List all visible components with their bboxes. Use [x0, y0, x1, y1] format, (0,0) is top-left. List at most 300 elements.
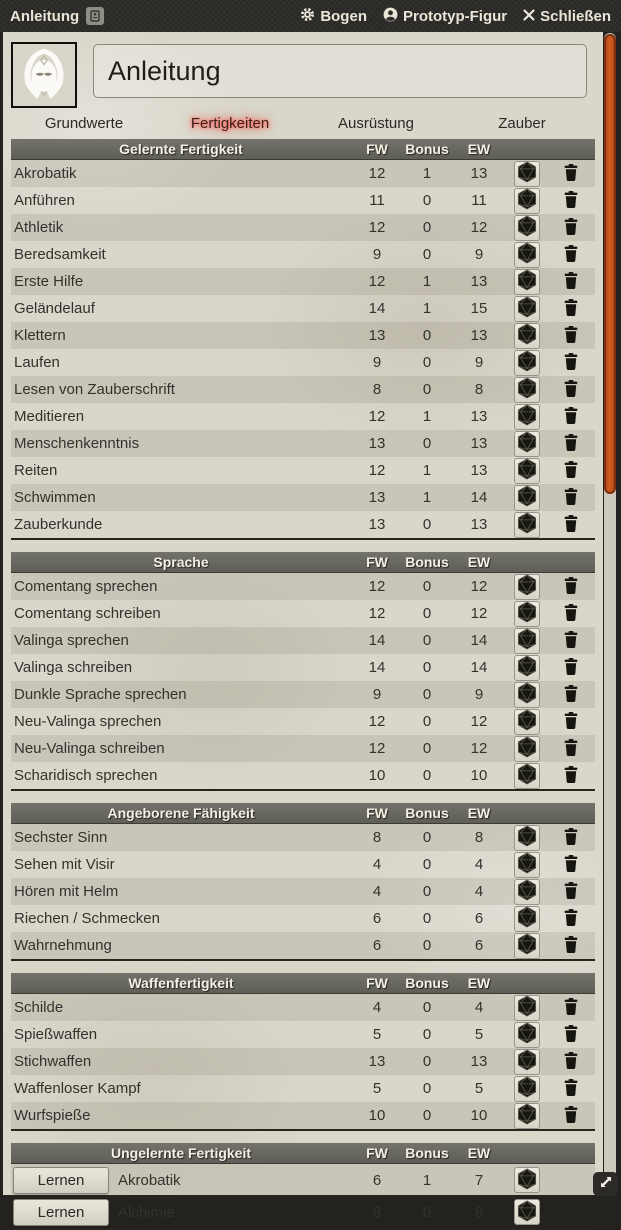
roll-die-button[interactable] — [514, 628, 540, 654]
delete-skill-button[interactable] — [564, 1079, 578, 1099]
skill-bonus: 0 — [422, 381, 432, 398]
d20-die-icon — [516, 763, 538, 788]
skill-ew: 5 — [474, 1026, 484, 1043]
d20-die-icon — [516, 825, 538, 850]
tab-fertigkeiten[interactable]: Fertigkeiten — [190, 115, 270, 132]
scrollbar-track[interactable] — [604, 33, 616, 1194]
skill-fw: 13 — [368, 1053, 386, 1070]
delete-skill-button[interactable] — [564, 245, 578, 265]
skill-section — [11, 1143, 595, 1230]
trash-icon — [564, 1025, 578, 1045]
roll-die-button[interactable] — [514, 736, 540, 762]
trash-icon — [564, 191, 578, 211]
skill-ew: 7 — [474, 1171, 484, 1189]
skill-row — [11, 878, 595, 905]
skill-fw: 12 — [368, 713, 386, 730]
d20-die-icon — [516, 269, 538, 294]
skill-ew: 12 — [470, 740, 488, 757]
delete-skill-button[interactable] — [564, 164, 578, 184]
d20-die-icon — [516, 458, 538, 483]
delete-skill-button[interactable] — [564, 515, 578, 535]
skill-row — [11, 1048, 595, 1075]
skill-fw: 12 — [368, 578, 386, 595]
roll-die-button[interactable] — [514, 269, 540, 295]
trash-icon — [564, 998, 578, 1018]
skill-fw: 10 — [368, 767, 386, 784]
skill-section — [11, 139, 595, 540]
skill-bonus: 0 — [422, 435, 432, 452]
d20-die-icon — [516, 350, 538, 375]
d20-die-icon — [516, 736, 538, 761]
skill-name: Beredsamkeit — [14, 246, 106, 263]
delete-skill-button[interactable] — [564, 631, 578, 651]
section-rows — [11, 994, 595, 1129]
d20-die-icon — [516, 404, 538, 429]
trash-icon — [564, 353, 578, 373]
skill-bonus: 0 — [422, 578, 432, 595]
col-fw: FW — [366, 1145, 388, 1161]
trash-icon — [564, 828, 578, 848]
roll-die-button[interactable] — [514, 709, 540, 735]
skill-row — [11, 457, 595, 484]
delete-skill-button[interactable] — [564, 1025, 578, 1045]
d20-die-icon — [516, 879, 538, 904]
skill-ew: 13 — [470, 273, 488, 290]
delete-skill-button[interactable] — [564, 685, 578, 705]
skill-ew: 13 — [470, 1053, 488, 1070]
skill-row — [11, 214, 595, 241]
skill-name: Stichwaffen — [14, 1053, 92, 1070]
skill-ew: 4 — [474, 883, 484, 900]
roll-die-button[interactable] — [514, 242, 540, 268]
skill-name: Schwimmen — [14, 489, 96, 506]
roll-die-button[interactable] — [514, 906, 540, 932]
trash-icon — [564, 577, 578, 597]
hooded-figure-icon — [16, 45, 72, 106]
delete-skill-button[interactable] — [564, 299, 578, 319]
roll-die-button[interactable] — [514, 404, 540, 430]
section-title: Ungelernte Fertigkeit — [110, 1145, 252, 1161]
skill-bonus: 1 — [422, 489, 432, 506]
roll-die-button[interactable] — [514, 601, 540, 627]
skill-row — [11, 187, 595, 214]
roll-die-button[interactable] — [514, 215, 540, 241]
skill-ew: 4 — [474, 999, 484, 1016]
skill-name: Comentang sprechen — [14, 578, 158, 595]
skill-row — [11, 994, 595, 1021]
trash-icon — [564, 604, 578, 624]
skill-row — [11, 627, 595, 654]
delete-skill-button[interactable] — [564, 272, 578, 292]
skill-bonus: 0 — [422, 713, 432, 730]
skill-fw: 12 — [368, 740, 386, 757]
delete-skill-button[interactable] — [564, 766, 578, 786]
skill-name: Klettern — [14, 327, 66, 344]
skill-fw: 6 — [372, 1171, 382, 1189]
d20-die-icon — [516, 1049, 538, 1074]
roll-die-button[interactable] — [514, 879, 540, 905]
roll-die-button[interactable] — [514, 161, 540, 187]
skill-bonus: 0 — [422, 999, 432, 1016]
d20-die-icon — [516, 709, 538, 734]
skill-bonus: 0 — [422, 829, 432, 846]
skill-ew: 13 — [470, 516, 488, 533]
trash-icon — [564, 739, 578, 759]
roll-die-button[interactable] — [514, 1049, 540, 1075]
trash-icon — [564, 245, 578, 265]
skill-name: Menschenkenntnis — [14, 435, 140, 452]
roll-die-button[interactable] — [514, 1022, 540, 1048]
skill-name: Dunkle Sprache sprechen — [14, 686, 187, 703]
skill-row — [11, 932, 595, 959]
skill-fw: 14 — [368, 632, 386, 649]
skill-row — [11, 349, 595, 376]
tab-ausruestung[interactable]: Ausrüstung — [338, 115, 414, 132]
skill-row — [11, 1021, 595, 1048]
skill-name: Lesen von Zauberschrift — [14, 381, 175, 398]
skill-name: Wurfspieße — [14, 1107, 91, 1124]
d20-die-icon — [516, 574, 538, 599]
skill-name: Reiten — [14, 462, 58, 479]
character-sheet — [3, 32, 603, 1221]
tab-zauber[interactable]: Zauber — [498, 115, 546, 132]
skill-bonus: 0 — [422, 632, 432, 649]
skill-bonus: 0 — [422, 246, 432, 263]
d20-die-icon — [516, 188, 538, 213]
d20-die-icon — [516, 377, 538, 402]
skill-ew: 8 — [474, 829, 484, 846]
skill-row — [11, 573, 595, 600]
skill-bonus: 0 — [422, 910, 432, 927]
roll-die-button[interactable] — [514, 574, 540, 600]
trash-icon — [564, 380, 578, 400]
skill-row — [11, 681, 595, 708]
d20-die-icon — [516, 431, 538, 456]
skill-row — [11, 1102, 595, 1129]
section-title: Waffenfertigkeit — [128, 975, 234, 991]
delete-skill-button[interactable] — [564, 407, 578, 427]
skill-fw: 12 — [368, 605, 386, 622]
delete-skill-button[interactable] — [564, 577, 578, 597]
skill-name: Laufen — [14, 354, 60, 371]
col-ew: EW — [467, 554, 491, 570]
delete-skill-button[interactable] — [564, 461, 578, 481]
trash-icon — [564, 855, 578, 875]
skill-section — [11, 552, 595, 791]
roll-die-button[interactable] — [514, 350, 540, 376]
delete-skill-button[interactable] — [564, 909, 578, 929]
trash-icon — [564, 164, 578, 184]
delete-skill-button[interactable] — [564, 739, 578, 759]
delete-skill-button[interactable] — [564, 1106, 578, 1126]
trash-icon — [564, 407, 578, 427]
trash-icon — [564, 299, 578, 319]
skill-bonus: 0 — [422, 1080, 432, 1097]
skill-row — [11, 1196, 595, 1228]
delete-skill-button[interactable] — [564, 1052, 578, 1072]
roll-die-button[interactable] — [514, 763, 540, 789]
skill-fw: 9 — [372, 246, 382, 263]
section-title: Angeborene Fähigkeit — [107, 805, 255, 821]
trash-icon — [564, 936, 578, 956]
roll-die-button[interactable] — [514, 933, 540, 959]
roll-die-button[interactable] — [514, 377, 540, 403]
skill-bonus: 0 — [422, 605, 432, 622]
skill-bonus: 0 — [422, 327, 432, 344]
d20-die-icon — [516, 215, 538, 240]
learn-cell — [11, 1167, 115, 1194]
skill-bonus: 1 — [422, 462, 432, 479]
skill-row — [11, 851, 595, 878]
delete-skill-button[interactable] — [564, 855, 578, 875]
trash-icon — [564, 658, 578, 678]
skill-name: Wahrnehmung — [14, 937, 112, 954]
skill-bonus: 1 — [422, 273, 432, 290]
delete-skill-button[interactable] — [564, 604, 578, 624]
skill-ew: 10 — [470, 1107, 488, 1124]
delete-skill-button[interactable] — [564, 353, 578, 373]
delete-skill-button[interactable] — [564, 712, 578, 732]
delete-skill-button[interactable] — [564, 658, 578, 678]
roll-die-button[interactable] — [514, 1076, 540, 1102]
d20-die-icon — [516, 323, 538, 348]
roll-die-button[interactable] — [514, 1103, 540, 1129]
delete-skill-button[interactable] — [564, 326, 578, 346]
skill-ew: 6 — [474, 937, 484, 954]
skill-section — [11, 803, 595, 961]
skill-name: Athletik — [14, 219, 64, 236]
col-fw: FW — [366, 975, 388, 991]
sheet-settings-button[interactable] — [300, 7, 367, 26]
skill-bonus: 1 — [422, 1171, 432, 1189]
section-header — [11, 803, 595, 824]
roll-die-button[interactable] — [514, 512, 540, 538]
skill-bonus: 0 — [422, 354, 432, 371]
skill-fw: 13 — [368, 516, 386, 533]
window-resize-handle[interactable] — [593, 1172, 618, 1196]
col-fw: FW — [366, 805, 388, 821]
skill-name: Valinga sprechen — [14, 632, 129, 649]
skill-ew: 13 — [470, 435, 488, 452]
window-titlebar — [0, 0, 621, 32]
col-bonus: Bonus — [405, 1145, 449, 1161]
trash-icon — [564, 882, 578, 902]
skill-name: Geländelauf — [14, 300, 95, 317]
trash-icon — [564, 1079, 578, 1099]
section-divider — [11, 959, 595, 961]
d20-die-icon — [516, 242, 538, 267]
roll-die-button[interactable] — [514, 682, 540, 708]
skill-name: Comentang schreiben — [14, 605, 161, 622]
roll-die-button[interactable] — [514, 655, 540, 681]
d20-die-icon — [516, 933, 538, 958]
trash-icon — [564, 1106, 578, 1126]
character-avatar[interactable] — [11, 42, 77, 108]
skill-name: Valinga schreiben — [14, 659, 133, 676]
delete-skill-button[interactable] — [564, 488, 578, 508]
tab-grundwerte[interactable]: Grundwerte — [44, 115, 124, 132]
d20-die-icon — [516, 906, 538, 931]
roll-die-button[interactable] — [514, 458, 540, 484]
d20-die-icon — [516, 1076, 538, 1101]
skill-ew: 8 — [474, 1203, 484, 1221]
skill-bonus: 0 — [422, 1107, 432, 1124]
skill-ew: 13 — [470, 408, 488, 425]
skill-bonus: 0 — [422, 1053, 432, 1070]
skill-ew: 11 — [471, 192, 487, 209]
skill-ew: 13 — [470, 327, 488, 344]
skill-name: Schilde — [14, 999, 64, 1016]
skill-fw: 14 — [368, 659, 386, 676]
roll-die-button[interactable] — [514, 296, 540, 322]
character-menu-button[interactable] — [383, 7, 507, 26]
d20-die-icon — [516, 852, 538, 877]
d20-die-icon — [516, 655, 538, 680]
skill-fw: 9 — [372, 686, 382, 703]
col-bonus: Bonus — [405, 554, 449, 570]
section-title: Sprache — [153, 554, 209, 570]
skill-fw: 12 — [368, 408, 386, 425]
col-ew: EW — [467, 1145, 491, 1161]
skill-fw: 12 — [368, 165, 386, 182]
skill-row — [11, 1164, 595, 1196]
trash-icon — [564, 326, 578, 346]
skill-fw: 13 — [368, 327, 386, 344]
d20-die-icon — [516, 1103, 538, 1128]
skill-row — [11, 905, 595, 932]
skill-fw: 4 — [372, 856, 382, 873]
skill-row — [11, 295, 595, 322]
learn-button[interactable]: Lernen — [13, 1199, 109, 1226]
skill-bonus: 0 — [422, 937, 432, 954]
skill-bonus: 0 — [422, 659, 432, 676]
skill-row — [11, 160, 595, 187]
skill-ew: 5 — [474, 1080, 484, 1097]
skill-ew: 10 — [470, 767, 488, 784]
roll-die-button[interactable] — [514, 1167, 540, 1193]
resize-arrows-icon — [598, 1174, 614, 1195]
skill-name: Alchimie — [118, 1203, 175, 1221]
skill-row — [11, 511, 595, 538]
skill-name: Riechen / Schmecken — [14, 910, 160, 927]
skill-ew: 6 — [474, 910, 484, 927]
skill-ew: 12 — [470, 578, 488, 595]
book-icon — [86, 7, 104, 25]
skill-ew: 4 — [474, 856, 484, 873]
trash-icon — [564, 515, 578, 535]
skill-name: Scharidisch sprechen — [14, 767, 158, 784]
col-fw: FW — [366, 554, 388, 570]
sheet-settings-label: Bogen — [320, 7, 367, 25]
skill-fw: 4 — [372, 883, 382, 900]
skill-fw: 9 — [372, 354, 382, 371]
skill-row — [11, 484, 595, 511]
character-name-input[interactable] — [93, 44, 587, 98]
delete-skill-button[interactable] — [564, 380, 578, 400]
skill-row — [11, 430, 595, 457]
col-bonus: Bonus — [405, 975, 449, 991]
roll-die-button[interactable] — [514, 431, 540, 457]
scrollbar-thumb[interactable] — [604, 34, 616, 494]
section-rows — [11, 824, 595, 959]
sections — [11, 139, 595, 1230]
roll-die-button[interactable] — [514, 188, 540, 214]
trash-icon — [564, 461, 578, 481]
skill-bonus: 0 — [422, 856, 432, 873]
learn-button[interactable]: Lernen — [13, 1167, 109, 1194]
skill-ew: 14 — [470, 489, 488, 506]
skill-ew: 8 — [474, 381, 484, 398]
skill-ew: 9 — [474, 246, 484, 263]
section-divider — [11, 789, 595, 791]
skill-row — [11, 824, 595, 851]
col-ew: EW — [467, 975, 491, 991]
col-bonus: Bonus — [405, 141, 449, 157]
delete-skill-button[interactable] — [564, 998, 578, 1018]
delete-skill-button[interactable] — [564, 218, 578, 238]
skill-ew: 13 — [470, 462, 488, 479]
d20-die-icon — [516, 1168, 538, 1193]
skill-row — [11, 268, 595, 295]
skill-bonus: 0 — [422, 767, 432, 784]
roll-die-button[interactable] — [514, 1199, 540, 1225]
section-header — [11, 552, 595, 573]
trash-icon — [564, 1052, 578, 1072]
skill-bonus: 0 — [422, 192, 432, 209]
skill-name: Neu-Valinga schreiben — [14, 740, 165, 757]
d20-die-icon — [516, 512, 538, 537]
section-title: Gelernte Fertigkeit — [119, 141, 243, 157]
section-rows — [11, 160, 595, 538]
skill-bonus: 0 — [422, 883, 432, 900]
skill-name: Akrobatik — [118, 1171, 181, 1189]
skill-row — [11, 735, 595, 762]
skill-bonus: 0 — [422, 1203, 432, 1221]
skill-fw: 5 — [372, 1080, 382, 1097]
close-button[interactable] — [523, 8, 611, 25]
skill-section — [11, 973, 595, 1131]
window-title: Anleitung — [10, 7, 80, 25]
delete-skill-button[interactable] — [564, 191, 578, 211]
col-fw: FW — [366, 141, 388, 157]
skill-row — [11, 600, 595, 627]
delete-skill-button[interactable] — [564, 882, 578, 902]
skill-bonus: 1 — [422, 165, 432, 182]
skill-fw: 12 — [368, 273, 386, 290]
skill-fw: 4 — [372, 999, 382, 1016]
skill-name: Anführen — [14, 192, 75, 209]
skill-ew: 12 — [470, 219, 488, 236]
d20-die-icon — [516, 296, 538, 321]
roll-die-button[interactable] — [514, 485, 540, 511]
close-label: Schließen — [540, 7, 611, 25]
skill-fw: 11 — [369, 192, 385, 209]
delete-skill-button[interactable] — [564, 936, 578, 956]
delete-skill-button[interactable] — [564, 434, 578, 454]
roll-die-button[interactable] — [514, 323, 540, 349]
trash-icon — [564, 631, 578, 651]
roll-die-button[interactable] — [514, 825, 540, 851]
skill-ew: 9 — [474, 354, 484, 371]
roll-die-button[interactable] — [514, 995, 540, 1021]
delete-skill-button[interactable] — [564, 828, 578, 848]
skill-name: Sechster Sinn — [14, 829, 108, 846]
trash-icon — [564, 272, 578, 292]
learn-cell — [11, 1199, 115, 1226]
roll-die-button[interactable] — [514, 852, 540, 878]
skill-bonus: 0 — [422, 686, 432, 703]
skill-ew: 14 — [470, 632, 488, 649]
